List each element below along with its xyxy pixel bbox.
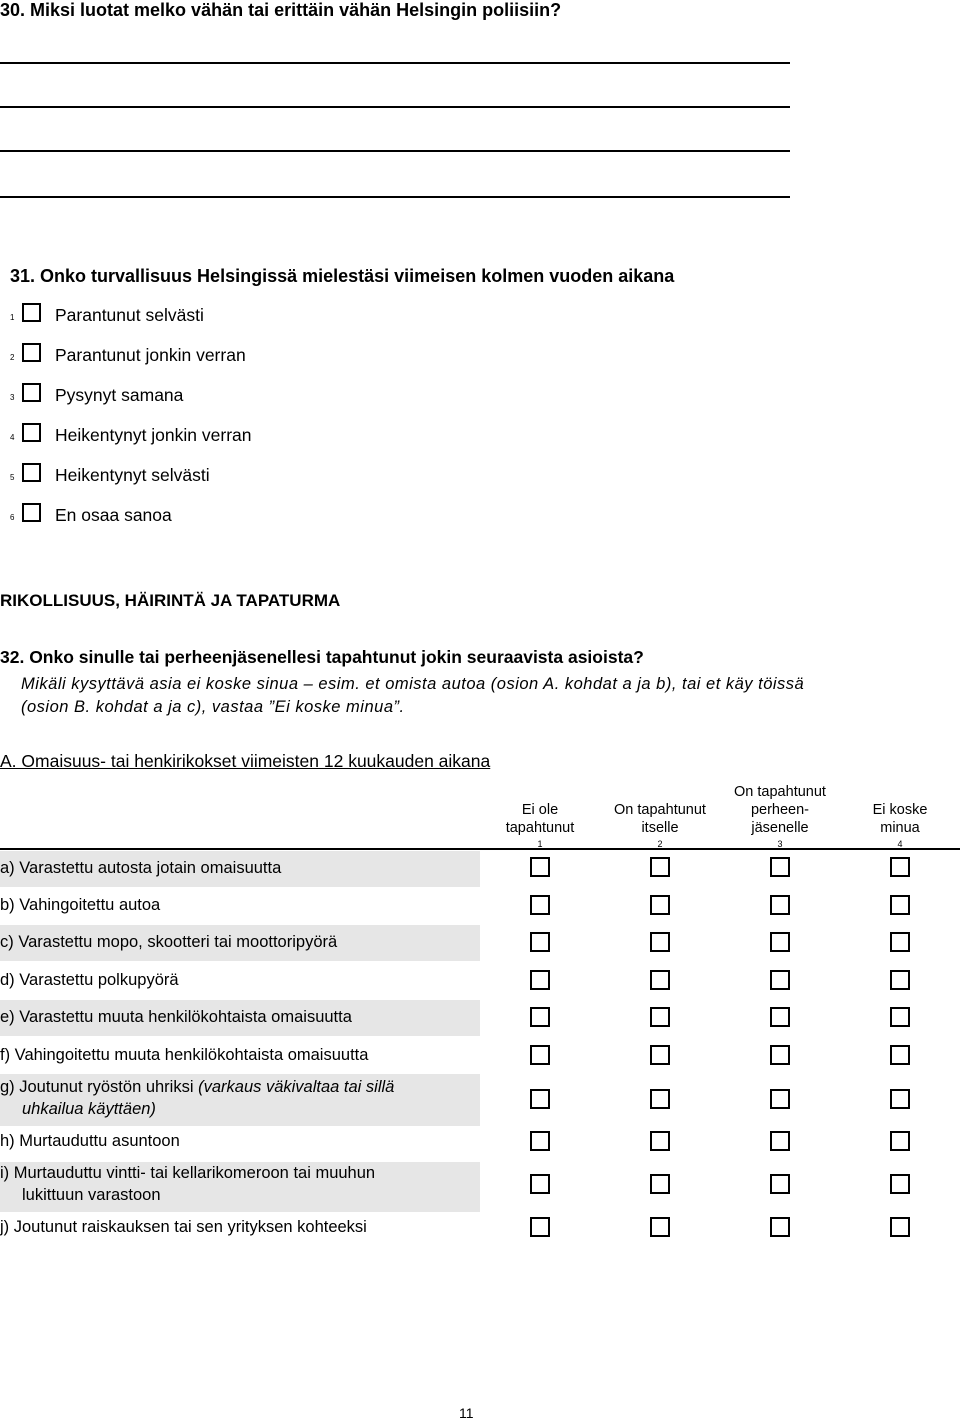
part-a-title: A. Omaisuus- tai henkirikokset viimeisten 12 kuukauden aikana	[0, 751, 491, 771]
checkbox[interactable]	[22, 383, 41, 402]
table-row-label	[0, 1044, 368, 1066]
checkbox[interactable]	[890, 1045, 910, 1065]
row-text: b) Vahingoitettu autoa	[0, 896, 161, 914]
checkbox[interactable]	[530, 932, 550, 952]
row-text: j) Joutunut raiskauksen tai sen yrityksen kohteeksi	[0, 1218, 367, 1236]
checkbox[interactable]	[770, 1007, 790, 1027]
option-number: 2	[10, 353, 15, 362]
checkbox[interactable]	[650, 932, 670, 952]
checkbox[interactable]	[530, 857, 550, 877]
column-number: 4	[897, 839, 903, 849]
q32-instruction-cont	[21, 697, 405, 717]
column-header	[490, 801, 590, 850]
row-text: d) Varastettu polkupyörä	[0, 971, 179, 989]
checkbox[interactable]	[22, 463, 41, 482]
row-text: f) Vahingoitettu muuta henkilökohtaista omaisuutta	[0, 1046, 369, 1064]
q32-instruction	[21, 674, 804, 694]
table-row-label	[0, 894, 160, 916]
question-30-title: 30. Miksi luotat melko vähän tai erittäin vähän Helsingin poliisiin?	[0, 0, 562, 20]
column-number: 3	[777, 839, 783, 849]
column-label: perheen-	[750, 802, 810, 818]
checkbox[interactable]	[890, 1007, 910, 1027]
checkbox[interactable]	[890, 1174, 910, 1194]
option-number: 6	[10, 513, 15, 522]
checkbox[interactable]	[770, 1217, 790, 1237]
table-row-label	[0, 1130, 180, 1152]
checkbox[interactable]	[530, 1045, 550, 1065]
question-32-title: 32. Onko sinulle tai perheenjäsenellesi tapahtunut jokin seuraavista asioista?	[0, 647, 644, 667]
checkbox[interactable]	[890, 932, 910, 952]
answer-line-2[interactable]	[0, 106, 790, 108]
option-label: Heikentynyt selvästi	[55, 465, 210, 485]
checkbox[interactable]	[530, 1007, 550, 1027]
checkbox[interactable]	[890, 1089, 910, 1109]
checkbox[interactable]	[890, 1131, 910, 1151]
answer-line-4[interactable]	[0, 196, 790, 198]
table-row-label	[0, 1076, 394, 1120]
column-header	[845, 801, 955, 850]
checkbox[interactable]	[770, 857, 790, 877]
checkbox[interactable]	[770, 1045, 790, 1065]
checkbox[interactable]	[770, 895, 790, 915]
column-label: itselle	[641, 820, 679, 836]
checkbox[interactable]	[890, 857, 910, 877]
checkbox[interactable]	[770, 1089, 790, 1109]
row-text: e) Varastettu muuta henkilökohtaista omaisuutta	[0, 1008, 352, 1026]
option-number: 4	[10, 433, 15, 442]
checkbox[interactable]	[22, 423, 41, 442]
table-row-label	[0, 931, 337, 953]
checkbox[interactable]	[650, 1217, 670, 1237]
checkbox[interactable]	[22, 503, 41, 522]
row-text-italic: (varkaus väkivaltaa tai sillä	[198, 1078, 395, 1096]
checkbox[interactable]	[530, 895, 550, 915]
checkbox[interactable]	[650, 1089, 670, 1109]
option-number: 1	[10, 313, 15, 322]
option-number: 3	[10, 393, 15, 402]
checkbox[interactable]	[530, 1089, 550, 1109]
checkbox[interactable]	[650, 895, 670, 915]
option-label: Pysynyt samana	[55, 385, 184, 405]
checkbox[interactable]	[650, 1174, 670, 1194]
table-row-label	[0, 1162, 375, 1206]
table-header-rule	[0, 848, 960, 850]
checkbox[interactable]	[770, 1131, 790, 1151]
question-31-title: 31. Onko turvallisuus Helsingissä mielestäsi viimeisen kolmen vuoden aikana	[10, 266, 675, 286]
table-row-label	[0, 1216, 367, 1238]
option-label: Parantunut jonkin verran	[55, 345, 246, 365]
checkbox[interactable]	[650, 1131, 670, 1151]
column-number: 1	[537, 839, 543, 849]
table-row-label	[0, 1006, 352, 1028]
column-number: 2	[657, 839, 663, 849]
option-label: Parantunut selvästi	[55, 305, 204, 325]
checkbox[interactable]	[770, 970, 790, 990]
row-text-italic-cont: uhkailua käyttäen)	[22, 1100, 156, 1118]
row-text-cont: lukittuun varastoon	[22, 1186, 161, 1204]
checkbox[interactable]	[890, 970, 910, 990]
checkbox[interactable]	[530, 970, 550, 990]
answer-line-3[interactable]	[0, 150, 790, 152]
checkbox[interactable]	[770, 932, 790, 952]
table-row-label	[0, 969, 179, 991]
answer-line-1[interactable]	[0, 62, 790, 64]
column-label: On tapahtunut	[614, 802, 706, 818]
row-text: i) Murtauduttu vintti- tai kellarikomeroon tai muuhun	[0, 1164, 376, 1182]
checkbox[interactable]	[770, 1174, 790, 1194]
page-number: 11	[459, 1405, 474, 1421]
checkbox[interactable]	[22, 343, 41, 362]
row-text: a) Varastettu autosta jotain omaisuutta	[0, 859, 282, 877]
section-heading: RIKOLLISUUS, HÄIRINTÄ JA TAPATURMA	[0, 591, 341, 610]
checkbox[interactable]	[530, 1131, 550, 1151]
column-label: On tapahtunut	[734, 784, 826, 800]
column-header	[720, 783, 840, 850]
column-label: Ei ole	[521, 802, 559, 818]
row-text: c) Varastettu mopo, skootteri tai moottoripyörä	[0, 933, 338, 951]
checkbox[interactable]	[650, 1007, 670, 1027]
checkbox[interactable]	[530, 1174, 550, 1194]
row-text: g) Joutunut ryöstön uhriksi	[0, 1078, 199, 1096]
checkbox[interactable]	[650, 1045, 670, 1065]
checkbox[interactable]	[22, 303, 41, 322]
instruction-line: Mikäli kysyttävä asia ei koske sinua – esim. et omista autoa (osion A. kohdat a ja b), tai et käy töissä	[21, 675, 805, 693]
row-text: h) Murtauduttu asuntoon	[0, 1132, 180, 1150]
option-label: Heikentynyt jonkin verran	[55, 425, 252, 445]
column-label: minua	[880, 820, 920, 836]
checkbox[interactable]	[890, 895, 910, 915]
column-header	[600, 801, 720, 850]
checkbox[interactable]	[890, 1217, 910, 1237]
column-label: jäsenelle	[751, 820, 809, 836]
column-label: tapahtunut	[505, 820, 575, 836]
checkbox[interactable]	[530, 1217, 550, 1237]
option-label: En osaa sanoa	[55, 505, 172, 525]
checkbox[interactable]	[650, 857, 670, 877]
option-number: 5	[10, 473, 15, 482]
column-label: Ei koske	[872, 802, 928, 818]
table-row-label	[0, 857, 281, 879]
checkbox[interactable]	[650, 970, 670, 990]
instruction-line: (osion B. kohdat a ja c), vastaa ”Ei koske minua”.	[21, 698, 405, 716]
